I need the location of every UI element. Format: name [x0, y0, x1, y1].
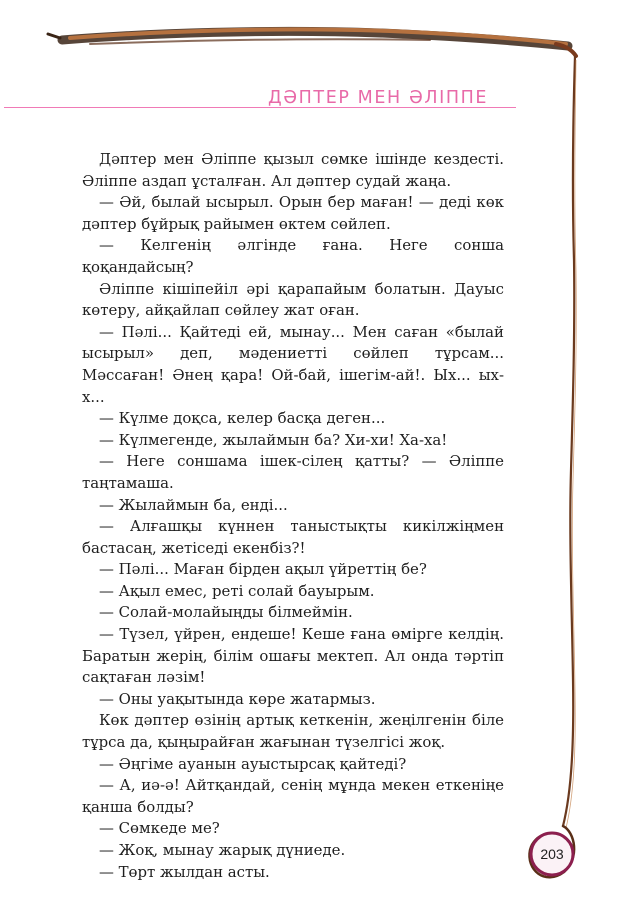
page-number: 203 [540, 846, 564, 862]
paragraph: Көк дәптер өзінің артық кеткенін, жеңілгенін біле тұрса да, қыңырайған жағынан түзелгісі жоқ. [82, 711, 504, 752]
paragraph: — Сөмкеде ме? [99, 819, 220, 838]
paragraph: Әліппе кішіпейіл әрі қарапайым болатын. Дауыс көтеру, айқайлап сөйлеу жат оған. [82, 279, 504, 320]
paragraph: — Төрт жылдан асты. [99, 862, 270, 881]
paragraph: — Солай-молайыңды білмеймін. [99, 603, 353, 622]
paragraph: — Түзел, үйрен, ендеше! Кеше ғана өмірге келдің. Баратын жерің, білім ошағы мектеп. Ал онда тәртіп сақтаған ләзім! [82, 625, 504, 687]
paragraph: — Оны уақытында көре жатармыз. [99, 689, 376, 708]
paragraph: — А, иә-ә! Айтқандай, сенің мұнда мекен еткеніңе қанша болды? [82, 776, 504, 816]
paragraph: — Пәлі... Маған бірден ақыл үйреттің бе? [99, 560, 427, 579]
story-text [82, 149, 504, 883]
paragraph: — Жылаймын ба, енді... [99, 495, 288, 514]
paragraph: — Алғашқы күннен таныстықты кикілжіңмен бастасаң, жетіседі екенбіз?! [82, 517, 504, 557]
paragraph: — Ақыл емес, реті солай бауырым. [99, 581, 375, 600]
paragraph: — Күлмегенде, жылаймын ба? Хи-хи! Ха-ха! [99, 430, 448, 449]
paragraph: — Күлме доқса, келер басқа деген... [99, 409, 386, 428]
paragraph: — Келгенің әлгінде ғана. Неге сонша қоқандайсың? [82, 236, 504, 276]
paragraph: — Жоқ, мынау жарық дүниеде. [99, 841, 346, 859]
paragraph: — Пәлі... Қайтеді ей, мынау... Мен саған «былай ысырыл» деп, мәдениетті сөйлеп тұрсам... Мәссаған! Әнең қара! Ой-бай, ішегім-ай!. Ых... ых-х... [82, 322, 504, 406]
page-title: ДӘПТЕР МЕН ӘЛІППЕ [268, 88, 489, 108]
paragraph: — Әңгіме ауанын ауыстырсақ қайтеді? [99, 754, 407, 773]
paragraph: Дәптер мен Әліппе қызыл сөмке ішінде кездесті. Әліппе аздап ұсталған. Ал дәптер судай жаңа. [82, 150, 504, 190]
title-underline [4, 107, 516, 108]
paragraph: — Әй, былай ысырыл. Орын бер маған! — деді көк дәптер бұйрық райымен өктем сөйлеп. [82, 193, 504, 233]
paragraph: — Неге соншама ішек-сілең қатты? — Әліппе таңтамаша. [82, 452, 504, 492]
